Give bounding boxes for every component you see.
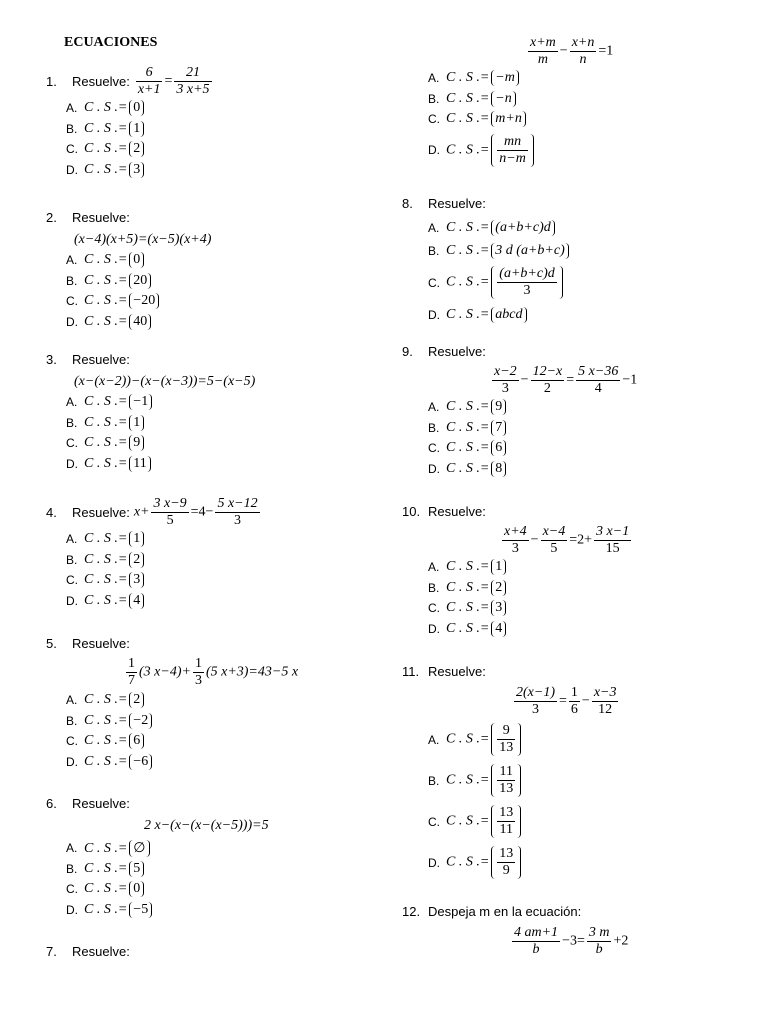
option-b: B. C . S .= 1 — [46, 119, 214, 140]
option-b: B. C . S .= 1 — [46, 413, 255, 434]
equation: $\frac{x+m}{m}$ − $\frac{x+n}{n}$ =1 — [530, 34, 614, 67]
option-a: A. C . S .= 0 — [46, 250, 211, 271]
problem-3 — [46, 346, 255, 474]
option-b: B. C . S .= −n — [402, 89, 613, 110]
problem-label: Resuelve: — [428, 663, 486, 679]
option-a: A. C . S .= −m — [402, 68, 613, 89]
option-a: A. C . S .= 1 — [402, 557, 633, 578]
option-a: A. C . S .= 1 — [46, 529, 262, 550]
problem-number: 9. — [402, 343, 413, 359]
option-d: D. C . S .= 3 — [46, 160, 214, 181]
equation: $\frac{6}{x+1}$ = $\frac{21}{3 x+5}$ — [137, 64, 210, 97]
problem-1 — [46, 64, 214, 180]
option-d: D. C . S .= $\frac{13}{9}$ — [402, 842, 620, 883]
problem-12 — [402, 899, 628, 959]
problem-2 — [46, 204, 211, 332]
equation: $\frac{4 am+1}{b}$ −3= $\frac{3 m}{b}$ +2 — [514, 924, 629, 957]
equation: 2 x−(x−(x−(x−5)))=5 — [144, 818, 269, 833]
equation: $\frac{x+4}{3}$ − $\frac{x-4}{5}$ =2+ $\frac{3 x-1}{15}$ — [504, 523, 630, 556]
problem-label: Despeja m en la ecuación: — [428, 903, 582, 919]
problem-10 — [402, 499, 633, 639]
option-c: C. C . S .= m+n — [402, 109, 613, 130]
problem-label: Resuelve: — [72, 943, 130, 959]
problem-label: Resuelve: — [72, 351, 130, 367]
option-d: D. C . S .= abcd — [402, 303, 569, 326]
option-b: B. C . S .= 20 — [46, 271, 211, 292]
option-c: C. C . S .= −20 — [46, 291, 211, 312]
option-a: A. C . S .= 0 — [46, 98, 214, 119]
problem-number: 5. — [46, 635, 57, 651]
problem-5 — [46, 632, 298, 772]
option-a: A. C . S .= 2 — [46, 690, 298, 711]
option-c: C. C . S .= $\frac{(a+b+c)d}{3}$ — [402, 262, 569, 303]
equation: (x−4)(x+5)=(x−5)(x+4) — [74, 232, 212, 247]
option-b: B. C . S .= −2 — [46, 711, 298, 732]
option-c: C. C . S .= 6 — [46, 731, 298, 752]
problem-4 — [46, 495, 262, 611]
problem-number: 1. — [46, 73, 57, 89]
option-b: B. C . S .= 7 — [402, 418, 637, 439]
equation: x+ $\frac{3 x-9}{5}$ =4− $\frac{5 x-12}{3}$ — [133, 495, 258, 528]
option-d: D. C . S .= 8 — [402, 459, 637, 480]
problem-11 — [402, 659, 620, 883]
problem-label: Resuelve: — [428, 195, 486, 211]
problem-number: 3. — [46, 351, 57, 367]
option-c: C. C . S .= $\frac{13}{11}$ — [402, 801, 620, 842]
problem-label: Resuelve: — [72, 795, 130, 811]
equation: $\frac{1}{7}$ (3 x−4)+ $\frac{1}{3}$ (5 x+3)=43−5 x — [128, 655, 299, 688]
problem-7-continued — [402, 34, 613, 171]
option-a: A. C . S .= $\frac{9}{13}$ — [402, 719, 620, 760]
option-c: C. C . S .= 3 — [402, 598, 633, 619]
option-c: C. C . S .= 9 — [46, 433, 255, 454]
problem-label: Resuelve: — [72, 504, 130, 520]
option-d: D. C . S .= −5 — [46, 900, 269, 921]
option-b: B. C . S .= 2 — [46, 550, 262, 571]
problem-number: 12. — [402, 903, 421, 919]
option-b: B. C . S .= 5 — [46, 859, 269, 880]
option-d: D. C . S .= 40 — [46, 312, 211, 333]
problem-label: Resuelve: — [428, 343, 486, 359]
equation: $\frac{2(x-1)}{3}$ = $\frac{1}{6}$ − $\frac{x-3}{12}$ — [516, 684, 617, 717]
option-c: C. C . S .= 0 — [46, 879, 269, 900]
problem-label: Resuelve: — [72, 73, 130, 89]
problem-8 — [402, 190, 569, 326]
option-d: D. C . S .= 4 — [46, 591, 262, 612]
problem-label: Resuelve: — [72, 635, 130, 651]
option-a: A. C . S .= ∅ — [46, 838, 269, 859]
problem-number: 6. — [46, 795, 57, 811]
equation: $\frac{x-2}{3}$ − $\frac{12-x}{2}$ = $\frac{5 x-36}{4}$ −1 — [494, 363, 638, 396]
equation: (x−(x−2))−(x−(x−3))=5−(x−5) — [74, 374, 256, 389]
option-c: C. C . S .= 6 — [402, 438, 637, 459]
problem-6 — [46, 792, 269, 920]
option-c: C. C . S .= 2 — [46, 139, 214, 160]
problem-number: 7. — [46, 943, 57, 959]
problem-number: 4. — [46, 504, 57, 520]
option-b: B. C . S .= 2 — [402, 578, 633, 599]
page-title: ECUACIONES — [64, 35, 158, 50]
problem-number: 11. — [402, 663, 420, 679]
option-b: B. C . S .= 3 d (a+b+c) — [402, 239, 569, 262]
problem-label: Resuelve: — [72, 209, 130, 225]
option-a: A. C . S .= (a+b+c)d — [402, 216, 569, 239]
problem-number: 2. — [46, 209, 57, 225]
option-b: B. C . S .= $\frac{11}{13}$ — [402, 760, 620, 801]
problem-label: Resuelve: — [428, 503, 486, 519]
option-d: D. C . S .= $\frac{mn}{n-m}$ — [402, 130, 613, 171]
problem-7 — [46, 938, 134, 964]
option-a: A. C . S .= −1 — [46, 392, 255, 413]
problem-number: 8. — [402, 195, 413, 211]
problem-number: 10. — [402, 503, 421, 519]
option-c: C. C . S .= 3 — [46, 570, 262, 591]
option-d: D. C . S .= −6 — [46, 752, 298, 773]
option-a: A. C . S .= 9 — [402, 397, 637, 418]
option-d: D. C . S .= 4 — [402, 619, 633, 640]
option-d: D. C . S .= 11 — [46, 454, 255, 475]
problem-9 — [402, 339, 637, 479]
